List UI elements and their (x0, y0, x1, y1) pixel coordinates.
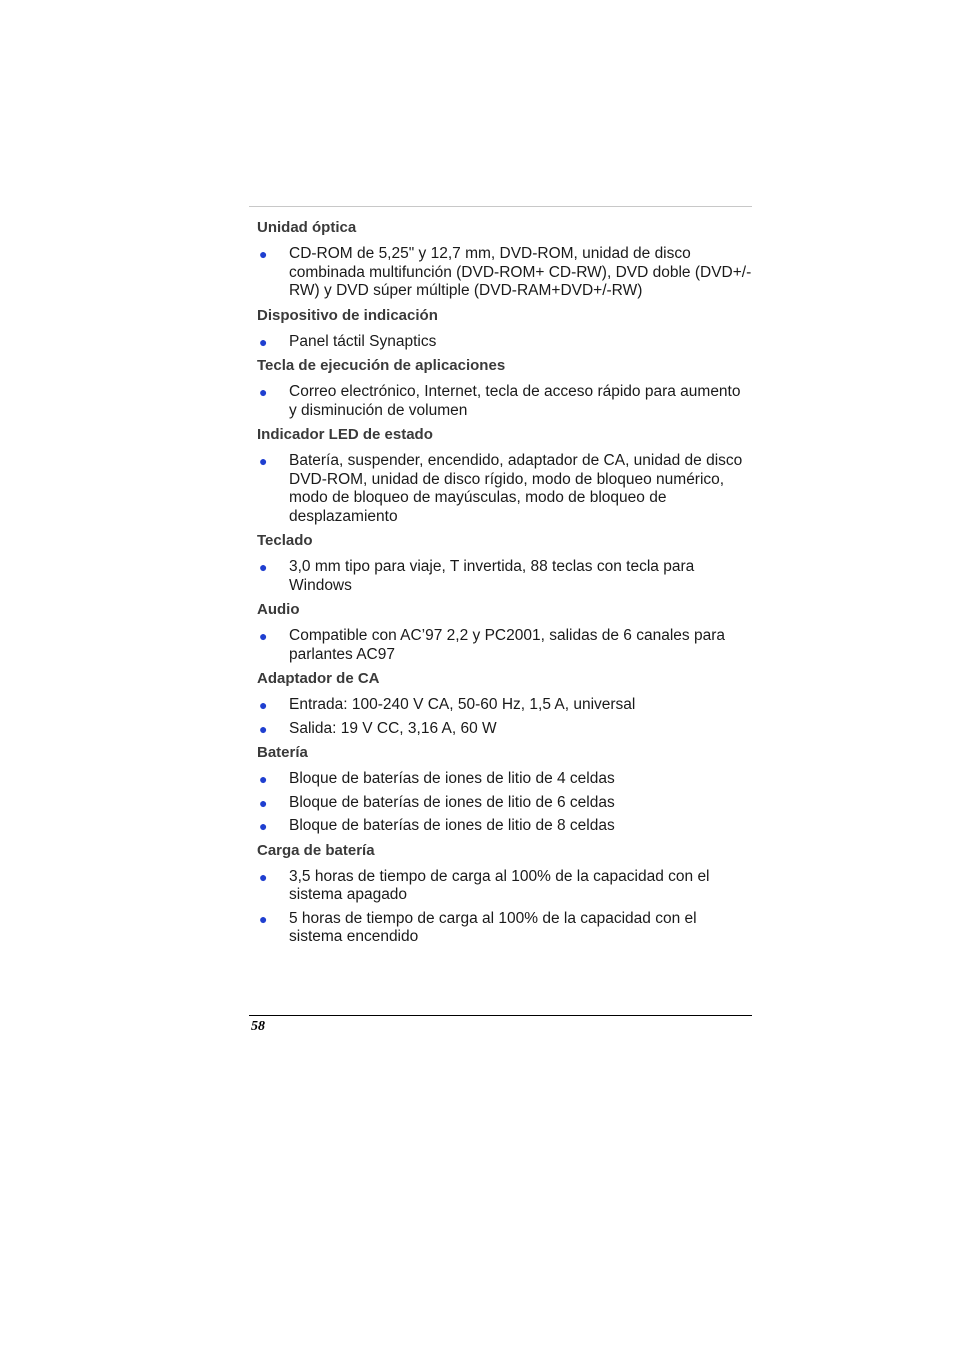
list-item-text: Bloque de baterías de iones de litio de 6 celdas (289, 793, 615, 811)
section-launch-keys (257, 357, 752, 420)
list-item-text: Panel táctil Synaptics (289, 332, 437, 350)
section-audio (257, 601, 752, 664)
section-heading: Batería (257, 744, 308, 761)
section-heading: Dispositivo de indicación (257, 306, 438, 324)
list-item-text: Salida: 19 V CC, 3,16 A, 60 W (289, 719, 497, 737)
bullet-list (257, 383, 752, 420)
list-item-text: 3,5 horas de tiempo de carga al 100% de la capacidad con el sistema apagado (289, 867, 710, 903)
section-led-indicator (257, 426, 752, 526)
list-item-text: Batería, suspender, encendido, adaptador de CA, unidad de disco DVD-ROM, unidad de disco rígido, modo de bloqueo numérico, modo de bloqueo de mayúsculas, modo de bloqueo de desplazamiento (289, 452, 743, 525)
section-pointing-device (257, 307, 752, 352)
list-item-text: Correo electrónico, Internet, tecla de acceso rápido para aumento y disminución de volumen (289, 383, 741, 419)
list-item (257, 720, 752, 739)
list-item (257, 696, 752, 715)
section-heading: Adaptador de CA (257, 670, 380, 687)
bullet-list (257, 333, 752, 352)
list-item (257, 245, 752, 301)
spec-content (257, 219, 752, 953)
list-item-text: Bloque de baterías de iones de litio de 4 celdas (289, 770, 615, 787)
bullet-list (257, 868, 752, 947)
section-keyboard (257, 532, 752, 595)
list-item-text: CD-ROM de 5,25" y 12,7 mm, DVD-ROM, unidad de disco combinada multifunción (DVD-ROM+ CD-RW), DVD doble (DVD+/-RW) y DVD súper múltiple (DVD-RAM+DVD+/-RW) (289, 245, 752, 299)
bullet-icon: ● (259, 720, 268, 737)
bullet-list (257, 245, 752, 301)
list-item (257, 817, 752, 836)
bullet-list (257, 627, 752, 664)
list-item (257, 770, 752, 789)
bullet-list (257, 770, 752, 836)
section-ac-adapter (257, 670, 752, 738)
bullet-list (257, 696, 752, 738)
section-heading: Audio (257, 601, 300, 618)
bullet-icon: ● (259, 818, 268, 834)
bullet-icon: ● (259, 910, 268, 927)
list-item (257, 794, 752, 813)
list-item (257, 383, 752, 420)
bullet-icon: ● (259, 453, 268, 469)
bullet-icon: ● (259, 868, 268, 885)
section-heading: Teclado (257, 532, 313, 549)
list-item (257, 558, 752, 595)
bullet-list (257, 558, 752, 595)
section-battery (257, 744, 752, 836)
list-item (257, 452, 752, 526)
list-item (257, 868, 752, 905)
section-battery-charging (257, 842, 752, 947)
list-item-text: Compatible con AC’97 2,2 y PC2001, salidas de 6 canales para parlantes AC97 (289, 627, 725, 663)
section-heading: Unidad óptica (257, 219, 357, 236)
bullet-icon: ● (259, 628, 268, 644)
bullet-icon: ● (259, 246, 268, 262)
list-item (257, 333, 752, 352)
list-item (257, 627, 752, 664)
bullet-icon: ● (259, 794, 268, 811)
footer-rule (249, 1015, 752, 1016)
section-heading: Tecla de ejecución de aplicaciones (257, 357, 506, 374)
list-item-text: Entrada: 100-240 V CA, 50-60 Hz, 1,5 A, universal (289, 696, 636, 713)
section-heading: Carga de batería (257, 841, 375, 859)
section-optical-drive (257, 219, 752, 301)
bullet-list (257, 452, 752, 526)
list-item-text: Bloque de baterías de iones de litio de 8 celdas (289, 817, 615, 834)
header-rule (249, 206, 752, 207)
section-heading: Indicador LED de estado (257, 426, 433, 443)
list-item-text: 5 horas de tiempo de carga al 100% de la capacidad con el sistema encendido (289, 909, 697, 945)
bullet-icon: ● (259, 384, 268, 400)
list-item-text: 3,0 mm tipo para viaje, T invertida, 88 teclas con tecla para Windows (289, 558, 695, 594)
bullet-icon: ● (259, 697, 268, 713)
page-number: 58 (251, 1019, 265, 1034)
list-item (257, 910, 752, 947)
bullet-icon: ● (259, 771, 268, 787)
bullet-icon: ● (259, 333, 268, 350)
bullet-icon: ● (259, 559, 268, 575)
